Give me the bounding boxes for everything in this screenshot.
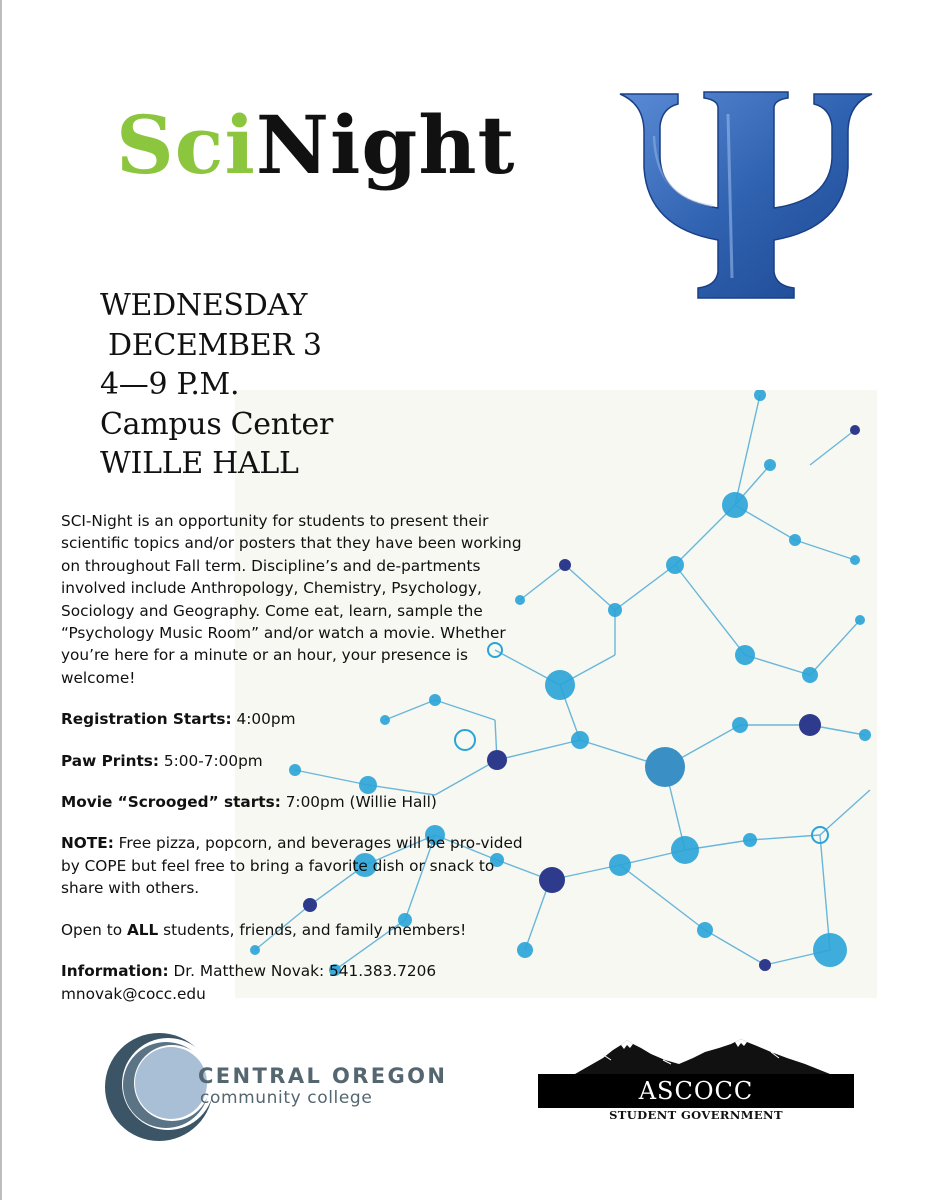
info-label: Information: [61, 962, 169, 981]
schedule-label: Paw Prints: [61, 751, 160, 770]
event-hall: WILLE HALL [100, 446, 299, 481]
contact-email: mnovak@cocc.edu [61, 984, 206, 1003]
event-info [100, 286, 333, 484]
title-sci: Sci [116, 98, 256, 192]
schedule-value: 5:00-7:00pm [159, 751, 263, 770]
cocc-name: CENTRAL OREGON [198, 1064, 448, 1088]
event-place: Campus Center [100, 406, 334, 442]
event-description: SCI-Night is an opportunity for students to present their scientific topics and/or posters that they have been working on throughout Fall term. Discipline’s and de-partments involved include Anthropology, Chemistry, Psychology, Sociology and Geography. Come eat, learn, sample the “Psychology Music Room” and/or watch a movie. Whether you’re here for a minute or an hour, your presence is welcome! [61, 512, 522, 687]
mountain-range-icon [575, 1036, 830, 1074]
cocc-subtitle: community college [200, 1088, 373, 1108]
schedule-registration [61, 708, 531, 730]
event-title [116, 98, 516, 192]
psi-symbol-icon [616, 88, 876, 303]
ascocc-subtitle: STUDENT GOVERNMENT [609, 1108, 783, 1122]
schedule-movie [61, 791, 531, 813]
schedule-label: Movie “Scrooged” starts: [61, 793, 281, 812]
info-text: Dr. Matthew Novak: 541.383.7206 [168, 962, 437, 981]
open-post: students, friends, and family members! [158, 920, 467, 939]
schedule-paw-prints [61, 750, 531, 772]
food-note [61, 832, 531, 899]
open-bold: ALL [126, 920, 159, 939]
page-edge [0, 0, 2, 1200]
event-time: 4—9 P.M. [100, 367, 240, 402]
open-to-all [61, 919, 531, 941]
event-date: DECEMBER 3 [108, 327, 322, 363]
ascocc-banner: ASCOCC [538, 1074, 854, 1108]
open-pre: Open to [61, 920, 127, 939]
schedule-value: 4:00pm [231, 710, 296, 729]
event-details [61, 510, 531, 1005]
event-day: WEDNESDAY [100, 288, 308, 323]
schedule-label: Registration Starts: [61, 710, 232, 729]
note-text: Free pizza, popcorn, and beverages will be pro-vided by COPE but feel free to bring a favorite dish or snack to share with others. [61, 834, 523, 898]
schedule-value: 7:00pm (Willie Hall) [280, 793, 437, 812]
title-night: Night [255, 98, 516, 192]
contact-info [61, 960, 531, 982]
note-label: NOTE: [61, 834, 114, 853]
